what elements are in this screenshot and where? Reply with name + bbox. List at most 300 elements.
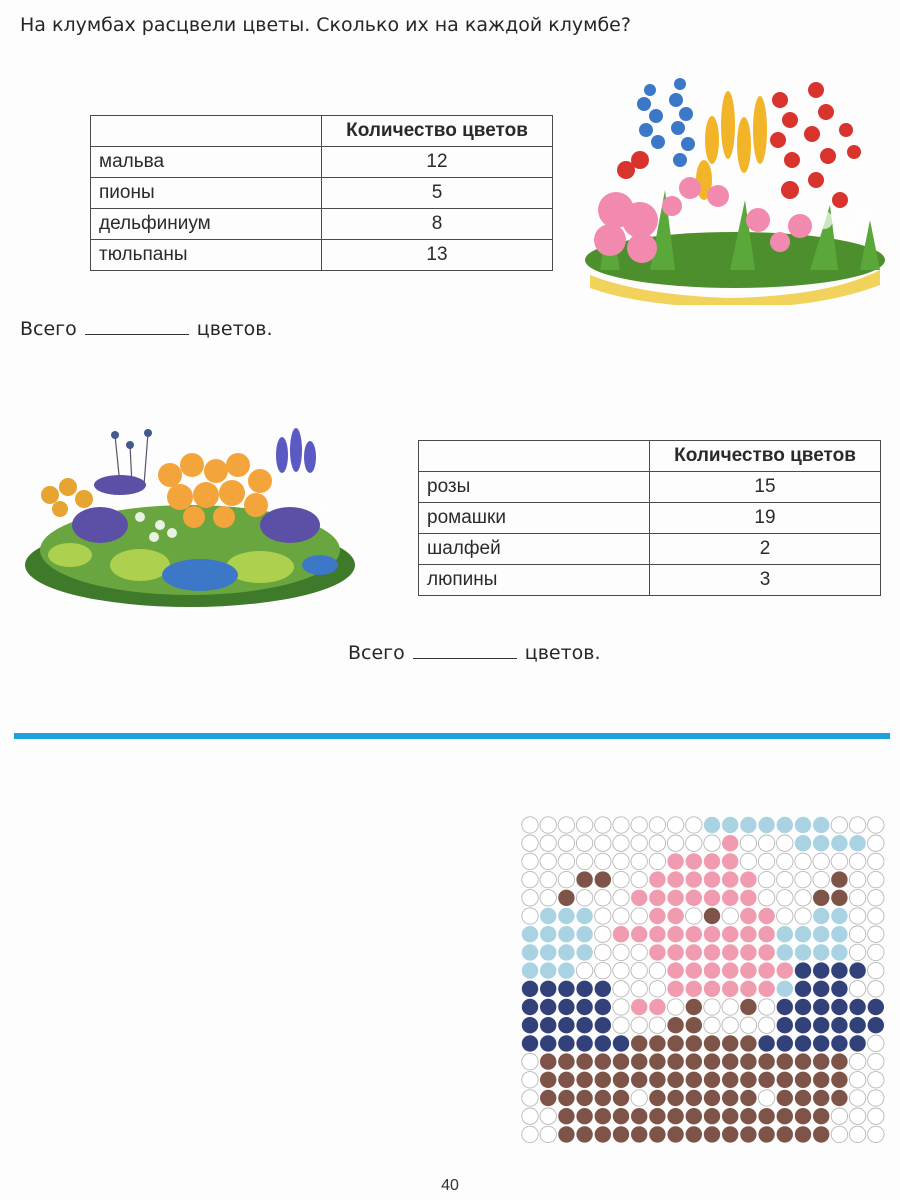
- bead-filled: [704, 981, 720, 997]
- flower-count: 12: [322, 147, 553, 178]
- bead-empty: [831, 1126, 847, 1142]
- bead-empty: [522, 871, 538, 887]
- bead-filled: [540, 1017, 556, 1033]
- bead-filled: [613, 1090, 629, 1106]
- flowerbed-table-2: [418, 440, 881, 596]
- bead-empty: [868, 962, 884, 978]
- bead-empty: [740, 835, 756, 851]
- bead-empty: [831, 853, 847, 869]
- bead-filled: [686, 1126, 702, 1142]
- bead-filled: [795, 835, 811, 851]
- bead-empty: [540, 853, 556, 869]
- bead-empty: [868, 890, 884, 906]
- bead-filled: [631, 1035, 647, 1051]
- bead-empty: [613, 1017, 629, 1033]
- bead-empty: [868, 817, 884, 833]
- total-line-2: [348, 642, 601, 664]
- table-row: [419, 472, 881, 503]
- bead-empty: [868, 871, 884, 887]
- bead-filled: [704, 926, 720, 942]
- bead-empty: [595, 908, 611, 924]
- flower-name: шалфей: [419, 534, 650, 565]
- bead-filled: [758, 817, 774, 833]
- bead-empty: [576, 962, 592, 978]
- bead-empty: [522, 1053, 538, 1069]
- bead-empty: [868, 981, 884, 997]
- bead-filled: [722, 926, 738, 942]
- bead-filled: [686, 981, 702, 997]
- bead-empty: [849, 890, 865, 906]
- bead-filled: [540, 1035, 556, 1051]
- bead-empty: [595, 853, 611, 869]
- bead-empty: [758, 853, 774, 869]
- flower-name: дельфиниум: [91, 209, 322, 240]
- bead-empty: [522, 1108, 538, 1124]
- total-suffix: цветов.: [524, 642, 601, 664]
- bead-filled: [686, 1053, 702, 1069]
- bead-empty: [795, 908, 811, 924]
- bead-filled: [558, 999, 574, 1015]
- page-number: 40: [441, 1177, 459, 1194]
- bead-filled: [558, 944, 574, 960]
- bead-filled: [540, 944, 556, 960]
- bead-empty: [595, 962, 611, 978]
- bead-filled: [522, 944, 538, 960]
- bead-filled: [813, 908, 829, 924]
- bead-filled: [631, 1126, 647, 1142]
- bead-filled: [722, 1072, 738, 1088]
- bead-filled: [777, 817, 793, 833]
- bead-filled: [667, 1108, 683, 1124]
- bead-empty: [631, 908, 647, 924]
- bead-empty: [849, 908, 865, 924]
- bead-filled: [758, 926, 774, 942]
- bead-filled: [558, 926, 574, 942]
- bead-filled: [649, 890, 665, 906]
- bead-empty: [868, 1035, 884, 1051]
- bead-filled: [831, 926, 847, 942]
- bead-filled: [522, 1017, 538, 1033]
- bead-empty: [777, 890, 793, 906]
- bead-filled: [777, 999, 793, 1015]
- bead-empty: [595, 926, 611, 942]
- bead-filled: [631, 890, 647, 906]
- bead-empty: [722, 908, 738, 924]
- bead-empty: [868, 1090, 884, 1106]
- flower-count: 5: [322, 178, 553, 209]
- bead-empty: [540, 835, 556, 851]
- bead-filled: [686, 890, 702, 906]
- bead-filled: [631, 1072, 647, 1088]
- bead-empty: [576, 890, 592, 906]
- bead-filled: [613, 926, 629, 942]
- bead-filled: [576, 981, 592, 997]
- bead-filled: [649, 944, 665, 960]
- bead-filled: [813, 1108, 829, 1124]
- bead-empty: [649, 981, 665, 997]
- bead-filled: [540, 908, 556, 924]
- bead-filled: [522, 981, 538, 997]
- bead-empty: [849, 817, 865, 833]
- bead-filled: [704, 1072, 720, 1088]
- bead-empty: [522, 835, 538, 851]
- bead-filled: [777, 1053, 793, 1069]
- bead-empty: [522, 1126, 538, 1142]
- bead-filled: [849, 962, 865, 978]
- bead-mosaic-grid: [520, 815, 892, 1165]
- bead-filled: [649, 871, 665, 887]
- bead-filled: [540, 999, 556, 1015]
- bead-empty: [576, 853, 592, 869]
- bead-filled: [740, 1035, 756, 1051]
- bead-filled: [868, 1017, 884, 1033]
- flower-name: розы: [419, 472, 650, 503]
- bead-filled: [558, 890, 574, 906]
- bead-empty: [849, 1090, 865, 1106]
- section-divider: [14, 733, 890, 739]
- flowerbed-illustration-2: [20, 425, 360, 610]
- bead-filled: [576, 1126, 592, 1142]
- bead-filled: [831, 1035, 847, 1051]
- bead-filled: [868, 999, 884, 1015]
- bead-filled: [558, 981, 574, 997]
- bead-filled: [795, 817, 811, 833]
- bead-empty: [849, 926, 865, 942]
- bead-filled: [649, 1072, 665, 1088]
- bead-empty: [849, 1108, 865, 1124]
- bead-empty: [631, 944, 647, 960]
- bead-filled: [558, 1090, 574, 1106]
- bead-empty: [758, 835, 774, 851]
- bead-filled: [795, 944, 811, 960]
- bead-filled: [795, 999, 811, 1015]
- bead-empty: [613, 999, 629, 1015]
- bead-filled: [649, 1035, 665, 1051]
- bead-empty: [649, 817, 665, 833]
- bead-filled: [649, 908, 665, 924]
- bead-filled: [758, 1072, 774, 1088]
- bead-filled: [831, 1017, 847, 1033]
- bead-filled: [813, 835, 829, 851]
- bead-filled: [704, 1035, 720, 1051]
- bead-empty: [740, 853, 756, 869]
- bead-empty: [613, 944, 629, 960]
- bead-filled: [704, 1090, 720, 1106]
- bead-filled: [813, 1090, 829, 1106]
- bead-empty: [667, 817, 683, 833]
- bead-empty: [813, 871, 829, 887]
- bead-empty: [868, 835, 884, 851]
- bead-empty: [631, 981, 647, 997]
- bead-filled: [667, 853, 683, 869]
- bead-empty: [868, 1072, 884, 1088]
- bead-filled: [813, 999, 829, 1015]
- bead-empty: [631, 962, 647, 978]
- bead-filled: [849, 999, 865, 1015]
- bead-filled: [740, 981, 756, 997]
- bead-empty: [813, 853, 829, 869]
- bead-empty: [613, 908, 629, 924]
- bead-filled: [649, 1126, 665, 1142]
- bead-empty: [849, 944, 865, 960]
- bead-filled: [576, 999, 592, 1015]
- flower-name: тюльпаны: [91, 240, 322, 271]
- bead-filled: [849, 835, 865, 851]
- bead-empty: [667, 999, 683, 1015]
- bead-empty: [522, 817, 538, 833]
- bead-filled: [758, 1035, 774, 1051]
- bead-empty: [849, 1126, 865, 1142]
- bead-filled: [686, 944, 702, 960]
- bead-filled: [576, 908, 592, 924]
- bead-empty: [868, 1053, 884, 1069]
- bead-filled: [686, 1017, 702, 1033]
- bead-filled: [722, 1090, 738, 1106]
- bead-filled: [522, 926, 538, 942]
- bead-filled: [740, 1108, 756, 1124]
- bead-empty: [631, 835, 647, 851]
- bead-filled: [631, 1108, 647, 1124]
- bead-empty: [522, 1090, 538, 1106]
- bead-filled: [667, 1035, 683, 1051]
- bead-filled: [704, 1126, 720, 1142]
- bead-filled: [740, 1126, 756, 1142]
- flower-name: пионы: [91, 178, 322, 209]
- bead-filled: [558, 908, 574, 924]
- bead-filled: [558, 962, 574, 978]
- bead-empty: [613, 853, 629, 869]
- total-prefix: Всего: [20, 318, 77, 340]
- bead-filled: [813, 962, 829, 978]
- bead-empty: [649, 853, 665, 869]
- bead-filled: [595, 1053, 611, 1069]
- answer-blank[interactable]: [413, 644, 517, 659]
- bead-empty: [613, 981, 629, 997]
- bead-filled: [704, 1108, 720, 1124]
- bead-filled: [795, 1035, 811, 1051]
- bead-filled: [813, 890, 829, 906]
- bead-empty: [758, 1017, 774, 1033]
- bead-filled: [831, 908, 847, 924]
- bead-filled: [522, 1035, 538, 1051]
- bead-empty: [522, 890, 538, 906]
- bead-empty: [704, 999, 720, 1015]
- bead-filled: [722, 962, 738, 978]
- bead-filled: [831, 835, 847, 851]
- bead-filled: [595, 1090, 611, 1106]
- bead-filled: [831, 999, 847, 1015]
- bead-filled: [704, 962, 720, 978]
- bead-empty: [613, 817, 629, 833]
- bead-filled: [540, 1072, 556, 1088]
- bead-filled: [686, 853, 702, 869]
- bead-empty: [540, 1126, 556, 1142]
- bead-filled: [831, 962, 847, 978]
- bead-empty: [540, 1108, 556, 1124]
- bead-empty: [595, 890, 611, 906]
- bead-filled: [595, 871, 611, 887]
- bead-filled: [576, 1017, 592, 1033]
- bead-empty: [849, 1053, 865, 1069]
- bead-filled: [795, 926, 811, 942]
- bead-empty: [558, 817, 574, 833]
- bead-filled: [795, 981, 811, 997]
- column-header-count: Количество цветов: [650, 441, 881, 472]
- bead-filled: [722, 871, 738, 887]
- flowerbed-illustration-1: [580, 70, 892, 305]
- bead-empty: [667, 835, 683, 851]
- total-line-1: [20, 318, 273, 340]
- bead-empty: [631, 1017, 647, 1033]
- bead-empty: [777, 853, 793, 869]
- bead-filled: [795, 1072, 811, 1088]
- flower-count: 19: [650, 503, 881, 534]
- column-header-count: Количество цветов: [322, 116, 553, 147]
- bead-filled: [667, 1126, 683, 1142]
- bead-filled: [722, 817, 738, 833]
- bead-filled: [667, 962, 683, 978]
- flower-count: 3: [650, 565, 881, 596]
- bead-filled: [849, 1017, 865, 1033]
- bead-filled: [686, 871, 702, 887]
- table-header-row: [91, 116, 553, 147]
- bead-filled: [813, 926, 829, 942]
- bead-filled: [540, 962, 556, 978]
- bead-filled: [740, 890, 756, 906]
- bead-filled: [777, 1090, 793, 1106]
- bead-filled: [704, 853, 720, 869]
- bead-filled: [631, 999, 647, 1015]
- bead-filled: [613, 1108, 629, 1124]
- bead-filled: [576, 1090, 592, 1106]
- bead-empty: [849, 1072, 865, 1088]
- bead-filled: [740, 1072, 756, 1088]
- bead-filled: [595, 1126, 611, 1142]
- bead-filled: [595, 1035, 611, 1051]
- bead-empty: [758, 999, 774, 1015]
- bead-empty: [686, 908, 702, 924]
- bead-filled: [740, 962, 756, 978]
- bead-filled: [649, 999, 665, 1015]
- bead-filled: [595, 1072, 611, 1088]
- bead-filled: [631, 926, 647, 942]
- bead-filled: [831, 944, 847, 960]
- bead-filled: [813, 1072, 829, 1088]
- bead-empty: [595, 944, 611, 960]
- bead-filled: [613, 1126, 629, 1142]
- bead-filled: [740, 1090, 756, 1106]
- total-prefix: Всего: [348, 642, 405, 664]
- bead-filled: [686, 1090, 702, 1106]
- flowerbed-table-1: [90, 115, 553, 271]
- bead-empty: [740, 1017, 756, 1033]
- bead-filled: [813, 817, 829, 833]
- bead-filled: [758, 981, 774, 997]
- bead-filled: [576, 926, 592, 942]
- bead-filled: [595, 981, 611, 997]
- bead-filled: [540, 1053, 556, 1069]
- bead-filled: [558, 1017, 574, 1033]
- bead-empty: [868, 1108, 884, 1124]
- table-row: [91, 209, 553, 240]
- total-suffix: цветов.: [196, 318, 273, 340]
- bead-filled: [795, 1108, 811, 1124]
- bead-empty: [795, 890, 811, 906]
- bead-empty: [722, 999, 738, 1015]
- bead-filled: [576, 1108, 592, 1124]
- bead-empty: [868, 1126, 884, 1142]
- bead-filled: [649, 1053, 665, 1069]
- bead-filled: [722, 1053, 738, 1069]
- flower-name: мальва: [91, 147, 322, 178]
- bead-empty: [849, 853, 865, 869]
- flower-count: 13: [322, 240, 553, 271]
- bead-empty: [558, 835, 574, 851]
- bead-filled: [667, 944, 683, 960]
- bead-empty: [777, 835, 793, 851]
- bead-filled: [667, 871, 683, 887]
- bead-filled: [831, 1072, 847, 1088]
- bead-filled: [704, 890, 720, 906]
- bead-filled: [722, 1108, 738, 1124]
- bead-filled: [813, 1126, 829, 1142]
- bead-filled: [686, 1072, 702, 1088]
- bead-empty: [704, 835, 720, 851]
- bead-empty: [613, 962, 629, 978]
- bead-empty: [576, 817, 592, 833]
- bead-empty: [558, 853, 574, 869]
- bead-filled: [667, 926, 683, 942]
- bead-empty: [868, 853, 884, 869]
- bead-filled: [813, 1053, 829, 1069]
- bead-filled: [540, 1090, 556, 1106]
- bead-filled: [704, 908, 720, 924]
- bead-filled: [522, 999, 538, 1015]
- bead-filled: [631, 1053, 647, 1069]
- bead-empty: [540, 871, 556, 887]
- bead-filled: [758, 962, 774, 978]
- bead-filled: [740, 871, 756, 887]
- bead-empty: [795, 853, 811, 869]
- bead-filled: [667, 1090, 683, 1106]
- bead-filled: [686, 999, 702, 1015]
- bead-empty: [522, 853, 538, 869]
- bead-filled: [777, 1126, 793, 1142]
- table-row: [419, 503, 881, 534]
- bead-empty: [777, 908, 793, 924]
- answer-blank[interactable]: [85, 320, 189, 335]
- flower-count: 8: [322, 209, 553, 240]
- bead-filled: [704, 817, 720, 833]
- bead-filled: [813, 1017, 829, 1033]
- flower-count: 15: [650, 472, 881, 503]
- bead-empty: [595, 835, 611, 851]
- bead-empty: [649, 1017, 665, 1033]
- bead-filled: [667, 1072, 683, 1088]
- bead-empty: [704, 1017, 720, 1033]
- bead-empty: [831, 817, 847, 833]
- bead-filled: [758, 1108, 774, 1124]
- bead-filled: [740, 908, 756, 924]
- bead-filled: [704, 871, 720, 887]
- bead-filled: [813, 981, 829, 997]
- bead-empty: [777, 871, 793, 887]
- table-row: [91, 240, 553, 271]
- bead-filled: [613, 1072, 629, 1088]
- bead-empty: [631, 817, 647, 833]
- bead-filled: [686, 1035, 702, 1051]
- bead-filled: [777, 1035, 793, 1051]
